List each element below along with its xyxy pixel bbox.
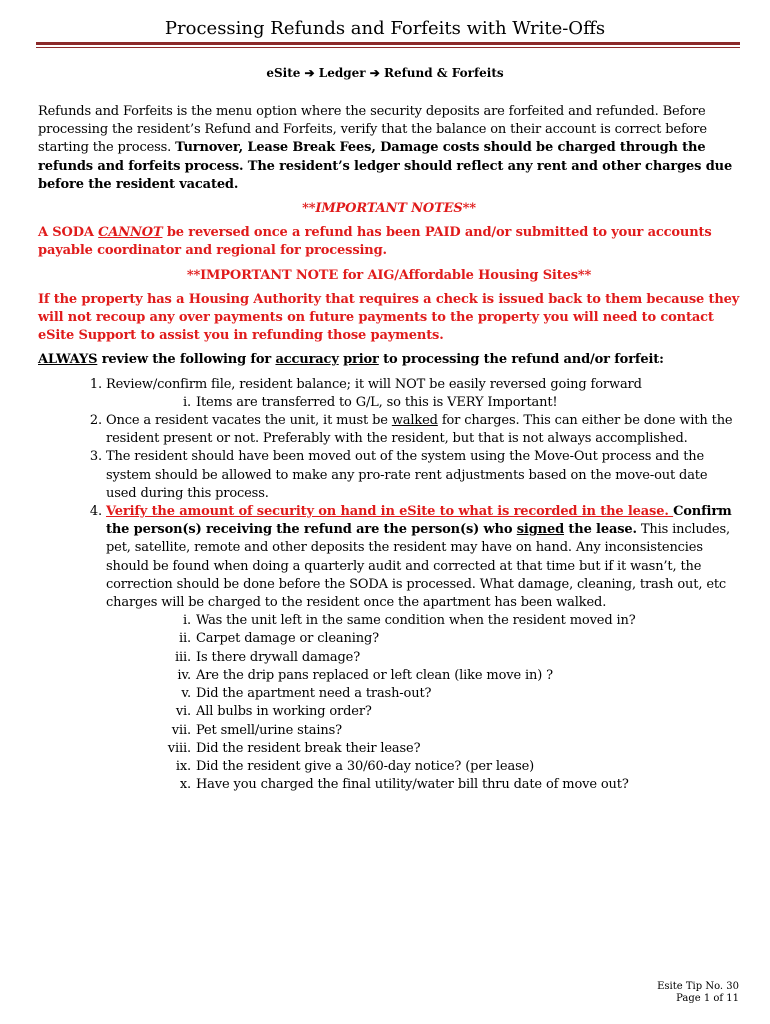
step-text-post: for charges. This can either be done with the resident present or not. Preferably with the resident, but that is not always accomplished. bbox=[106, 413, 733, 447]
sub-item-number: iv. bbox=[177, 667, 191, 683]
review-mid: review the following for bbox=[97, 352, 276, 368]
sub-item-text: All bulbs in working order? bbox=[196, 704, 372, 720]
confirm-text-signed: signed bbox=[516, 522, 565, 538]
sub-item-text: Are the drip pans replaced or left clean (like move in) ? bbox=[196, 667, 553, 683]
sub-list-item bbox=[106, 685, 740, 703]
sub-item-number: iii. bbox=[174, 649, 191, 665]
step-text-rest: This includes, pet, satellite, remote and other deposits the resident may have on hand. Any inconsistencies should be found when doing a quarterly audit and corrected at that time but if it wasn’t, the correction should be done before the SODA is processed. What damage, cleaning, trash out, etc charges will be charged to the resident once the apartment has been walked. bbox=[106, 522, 730, 611]
sub-item-text: Pet smell/urine stains? bbox=[196, 722, 342, 738]
sub-list-item bbox=[106, 758, 740, 776]
sub-list-item bbox=[106, 630, 740, 648]
page-footer bbox=[657, 981, 739, 1005]
document-body bbox=[38, 103, 740, 794]
sub-item-text: Did the apartment need a trash-out? bbox=[196, 686, 432, 702]
confirm-text-pre: Confirm the person(s) receiving the refund are the person(s) who bbox=[106, 504, 732, 538]
step-number: 1. bbox=[89, 376, 102, 392]
page-number: Page 1 of 11 bbox=[676, 993, 739, 1004]
sub-item-text: Did the resident give a 30/60-day notice? (per lease) bbox=[196, 758, 535, 774]
sub-list-item bbox=[106, 776, 740, 794]
sub-item-text: Carpet damage or cleaning? bbox=[196, 631, 379, 647]
soda-warning-post: be reversed once a refund has been PAID and/or submitted to your accounts payable coordinator and regional for processing. bbox=[38, 225, 712, 259]
sub-item-number: i. bbox=[183, 613, 191, 629]
list-item bbox=[38, 412, 740, 448]
review-end: to processing the refund and/or forfeit: bbox=[378, 352, 664, 368]
tip-number: Esite Tip No. 30 bbox=[657, 981, 739, 992]
sub-list bbox=[106, 394, 740, 412]
review-prior: prior bbox=[343, 352, 379, 368]
sub-item-text: Is there drywall damage? bbox=[196, 649, 361, 665]
step-text: Review/confirm file, resident balance; it will NOT be easily reversed going forward bbox=[106, 376, 642, 392]
aig-note-heading: **IMPORTANT NOTE for AIG/Affordable Housing Sites** bbox=[186, 267, 592, 283]
sub-item-text: Items are transferred to G/L, so this is VERY Important! bbox=[196, 394, 558, 410]
aig-note-text: If the property has a Housing Authority that requires a check is issued back to them because they will not recoup any over payments on future payments to the property you will need to contact eSite Support to assist you in refunding those payments. bbox=[38, 291, 740, 344]
sub-item-text: Was the unit left in the same condition when the resident moved in? bbox=[196, 613, 636, 629]
navigation-path: eSite ➔ Ledger ➔ Refund & Forfeits bbox=[266, 66, 504, 80]
sub-list-item bbox=[106, 667, 740, 685]
important-notes-heading: **IMPORTANT NOTES** bbox=[302, 201, 476, 217]
list-item bbox=[38, 376, 740, 412]
sub-item-text: Did the resident break their lease? bbox=[196, 740, 421, 756]
title-divider-thick bbox=[36, 42, 740, 45]
review-steps-list bbox=[38, 376, 740, 795]
sub-item-text: Have you charged the final utility/water bill thru date of move out? bbox=[196, 777, 629, 793]
sub-item-number: vii. bbox=[171, 722, 191, 738]
sub-list-item bbox=[106, 649, 740, 667]
list-item bbox=[38, 503, 740, 794]
sub-item-number: viii. bbox=[167, 740, 191, 756]
step-text: The resident should have been moved out of the system using the Move-Out process and the system should be allowed to make any pro-rate rent adjustments based on the move-out date used during this process. bbox=[106, 449, 708, 501]
soda-warning bbox=[38, 224, 740, 260]
intro-text: Refunds and Forfeits is the menu option where the security deposits are forfeited and refunded. Before processing the resident’s Refund and Forfeits, verify that the balance on their account is correct before starting the process. bbox=[38, 104, 707, 156]
verify-security-text: Verify the amount of security on hand in eSite to what is recorded in the lease. bbox=[106, 504, 674, 520]
sub-item-number: v. bbox=[181, 686, 191, 702]
soda-warning-emphasis: CANNOT bbox=[98, 225, 163, 241]
sub-item-number: ix. bbox=[175, 758, 191, 774]
review-instruction bbox=[38, 351, 740, 369]
review-accuracy: accuracy bbox=[275, 352, 339, 368]
intro-bold-text: Turnover, Lease Break Fees, Damage costs should be charged through the refunds and forfeits process. The resident’s ledger should reflect any rent and other charges due before the resident vacated. bbox=[38, 140, 733, 192]
page-title: Processing Refunds and Forfeits with Write-Offs bbox=[164, 18, 606, 39]
sub-list-item bbox=[106, 612, 740, 630]
inspection-questions-list bbox=[106, 612, 740, 794]
sub-item-number: vi. bbox=[175, 704, 191, 720]
soda-warning-pre: A SODA bbox=[38, 225, 99, 241]
sub-list-item bbox=[106, 722, 740, 740]
step-text-pre: Once a resident vacates the unit, it must be bbox=[106, 413, 392, 429]
sub-item-number: i. bbox=[183, 394, 191, 410]
sub-list-item bbox=[106, 740, 740, 758]
sub-list-item bbox=[106, 394, 740, 412]
step-number: 4. bbox=[89, 504, 102, 520]
intro-paragraph bbox=[38, 103, 740, 194]
step-number: 3. bbox=[89, 449, 102, 465]
sub-list-item bbox=[106, 703, 740, 721]
confirm-text-post: the lease. bbox=[564, 522, 637, 538]
step-number: 2. bbox=[89, 413, 102, 429]
title-divider-thin bbox=[36, 47, 740, 48]
step-text-walked: walked bbox=[391, 413, 438, 429]
list-item bbox=[38, 448, 740, 503]
sub-item-number: ii. bbox=[179, 631, 191, 647]
sub-item-number: x. bbox=[179, 777, 191, 793]
review-always: ALWAYS bbox=[38, 352, 98, 368]
